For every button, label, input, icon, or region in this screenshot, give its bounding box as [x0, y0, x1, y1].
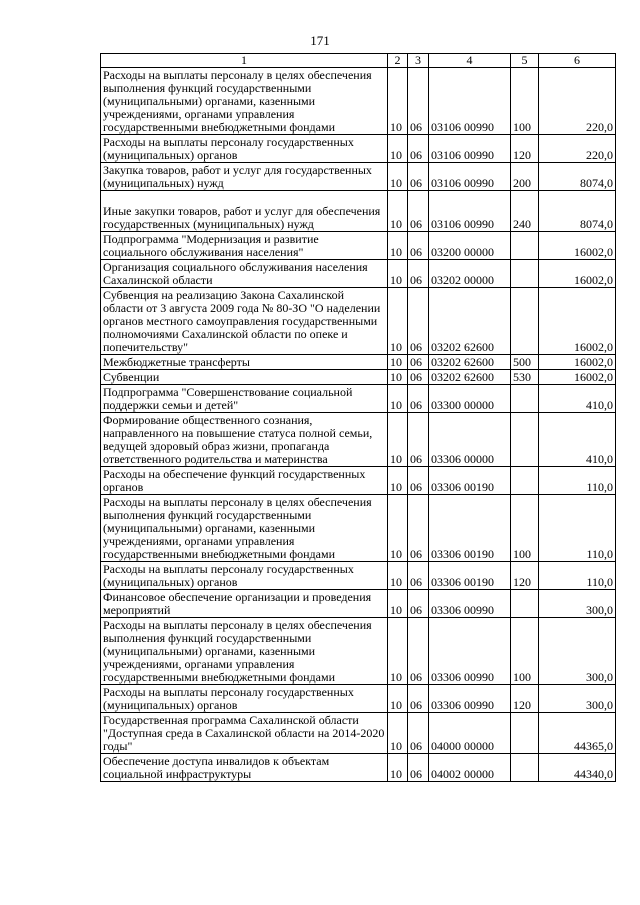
row-subsection-cell: 06: [408, 191, 429, 232]
row-section-cell: 10: [388, 385, 408, 413]
row-section-cell: 10: [388, 191, 408, 232]
row-section-cell: 10: [388, 68, 408, 135]
table-row: [101, 413, 616, 467]
row-name-cell: Субвенция на реализацию Закона Сахалинской области от 3 августа 2009 года № 80-ЗО "О наделении органов местного самоуправления государственными полномочиями Сахалинской области по опеке и попечительству": [101, 288, 388, 355]
table-row: [101, 685, 616, 713]
table-row: [101, 385, 616, 413]
table-row: [101, 562, 616, 590]
row-name-cell: Формирование общественного сознания, направленного на повышение статуса полной семьи, ведущей здоровый образ жизни, пропаганда ответственного родительства и материнства: [101, 413, 388, 467]
row-expense-type-cell: [511, 385, 539, 413]
row-amount-cell: 110,0: [539, 495, 616, 562]
row-target-code-cell: 03306 00990: [429, 685, 511, 713]
row-name-cell: Расходы на выплаты персоналу в целях обеспечения выполнения функций государственными (муниципальными) органами, казенными учреждениями, органами управления государственными внебюджетными фондами: [101, 618, 388, 685]
row-subsection-cell: 06: [408, 413, 429, 467]
row-target-code-cell: 03306 00190: [429, 467, 511, 495]
row-subsection-cell: 06: [408, 685, 429, 713]
row-amount-cell: 220,0: [539, 68, 616, 135]
table-row: [101, 68, 616, 135]
row-name-cell: Финансовое обеспечение организации и проведения мероприятий: [101, 590, 388, 618]
column-header-subsection: 3: [408, 54, 429, 68]
row-section-cell: 10: [388, 370, 408, 385]
row-expense-type-cell: [511, 590, 539, 618]
row-amount-cell: 300,0: [539, 685, 616, 713]
row-section-cell: 10: [388, 590, 408, 618]
row-amount-cell: 300,0: [539, 590, 616, 618]
table-row: [101, 754, 616, 782]
row-subsection-cell: 06: [408, 385, 429, 413]
row-name-cell: Организация социального обслуживания населения Сахалинской области: [101, 260, 388, 288]
row-name-cell: Расходы на выплаты персоналу государственных (муниципальных) органов: [101, 562, 388, 590]
row-amount-cell: 16002,0: [539, 288, 616, 355]
column-header-name: 1: [101, 54, 388, 68]
row-amount-cell: 8074,0: [539, 163, 616, 191]
table-row: [101, 135, 616, 163]
row-expense-type-cell: [511, 288, 539, 355]
page-number: 171: [310, 33, 330, 48]
row-target-code-cell: 03202 62600: [429, 355, 511, 370]
row-section-cell: 10: [388, 562, 408, 590]
row-name-cell: Расходы на выплаты персоналу в целях обеспечения выполнения функций государственными (муниципальными) органами, казенными учреждениями, органами управления государственными внебюджетными фондами: [101, 68, 388, 135]
table-row: [101, 590, 616, 618]
row-subsection-cell: 06: [408, 260, 429, 288]
row-target-code-cell: 03306 00190: [429, 495, 511, 562]
row-target-code-cell: 03202 00000: [429, 260, 511, 288]
row-subsection-cell: 06: [408, 370, 429, 385]
column-header-expense-type: 5: [511, 54, 539, 68]
row-subsection-cell: 06: [408, 232, 429, 260]
row-target-code-cell: 03306 00990: [429, 618, 511, 685]
row-expense-type-cell: [511, 260, 539, 288]
table-row: [101, 495, 616, 562]
row-amount-cell: 16002,0: [539, 370, 616, 385]
table-row: [101, 232, 616, 260]
row-amount-cell: 44365,0: [539, 713, 616, 754]
row-target-code-cell: 03106 00990: [429, 191, 511, 232]
row-amount-cell: 410,0: [539, 385, 616, 413]
column-header-amount: 6: [539, 54, 616, 68]
row-subsection-cell: 06: [408, 754, 429, 782]
row-expense-type-cell: [511, 713, 539, 754]
row-expense-type-cell: 100: [511, 68, 539, 135]
row-target-code-cell: 04002 00000: [429, 754, 511, 782]
row-section-cell: 10: [388, 495, 408, 562]
row-section-cell: 10: [388, 685, 408, 713]
row-subsection-cell: 06: [408, 288, 429, 355]
row-subsection-cell: 06: [408, 618, 429, 685]
table-row: [101, 467, 616, 495]
row-target-code-cell: 03306 00990: [429, 590, 511, 618]
row-section-cell: 10: [388, 260, 408, 288]
row-subsection-cell: 06: [408, 467, 429, 495]
row-amount-cell: 8074,0: [539, 191, 616, 232]
row-subsection-cell: 06: [408, 135, 429, 163]
row-target-code-cell: 03200 00000: [429, 232, 511, 260]
row-name-cell: Государственная программа Сахалинской области "Доступная среда в Сахалинской области на 2014-2020 годы": [101, 713, 388, 754]
row-section-cell: 10: [388, 618, 408, 685]
row-expense-type-cell: 100: [511, 495, 539, 562]
row-expense-type-cell: 500: [511, 355, 539, 370]
table-row: [101, 370, 616, 385]
row-target-code-cell: 03306 00000: [429, 413, 511, 467]
row-amount-cell: 410,0: [539, 413, 616, 467]
row-amount-cell: 220,0: [539, 135, 616, 163]
row-name-cell: Расходы на выплаты персоналу в целях обеспечения выполнения функций государственными (муниципальными) органами, казенными учреждениями, органами управления государственными внебюджетными фондами: [101, 495, 388, 562]
row-name-cell: Обеспечение доступа инвалидов к объектам социальной инфраструктуры: [101, 754, 388, 782]
row-target-code-cell: 03106 00990: [429, 163, 511, 191]
table-row: [101, 618, 616, 685]
row-name-cell: Межбюджетные трансферты: [101, 355, 388, 370]
table-row: [101, 163, 616, 191]
row-amount-cell: 16002,0: [539, 355, 616, 370]
row-target-code-cell: 03106 00990: [429, 68, 511, 135]
row-section-cell: 10: [388, 713, 408, 754]
row-expense-type-cell: 100: [511, 618, 539, 685]
row-amount-cell: 110,0: [539, 467, 616, 495]
row-section-cell: 10: [388, 163, 408, 191]
row-name-cell: Субвенции: [101, 370, 388, 385]
table-row: [101, 355, 616, 370]
table-row: [101, 191, 616, 232]
row-expense-type-cell: [511, 232, 539, 260]
row-expense-type-cell: [511, 413, 539, 467]
row-expense-type-cell: 120: [511, 562, 539, 590]
row-name-cell: Закупка товаров, работ и услуг для государственных (муниципальных) нужд: [101, 163, 388, 191]
row-target-code-cell: 03202 62600: [429, 370, 511, 385]
budget-table: [100, 53, 616, 782]
row-amount-cell: 44340,0: [539, 754, 616, 782]
row-target-code-cell: 03106 00990: [429, 135, 511, 163]
row-section-cell: 10: [388, 355, 408, 370]
row-expense-type-cell: [511, 754, 539, 782]
row-section-cell: 10: [388, 288, 408, 355]
row-expense-type-cell: 120: [511, 685, 539, 713]
row-name-cell: Расходы на выплаты персоналу государственных (муниципальных) органов: [101, 135, 388, 163]
row-section-cell: 10: [388, 232, 408, 260]
row-amount-cell: 16002,0: [539, 232, 616, 260]
row-subsection-cell: 06: [408, 590, 429, 618]
row-expense-type-cell: 200: [511, 163, 539, 191]
row-amount-cell: 300,0: [539, 618, 616, 685]
table-header-row: [101, 54, 616, 68]
row-subsection-cell: 06: [408, 713, 429, 754]
row-subsection-cell: 06: [408, 68, 429, 135]
row-name-cell: Расходы на обеспечение функций государственных органов: [101, 467, 388, 495]
row-amount-cell: 110,0: [539, 562, 616, 590]
row-name-cell: Иные закупки товаров, работ и услуг для обеспечения государственных (муниципальных) нужд: [101, 191, 388, 232]
row-expense-type-cell: 240: [511, 191, 539, 232]
row-target-code-cell: 03306 00190: [429, 562, 511, 590]
column-header-section: 2: [388, 54, 408, 68]
row-section-cell: 10: [388, 135, 408, 163]
row-subsection-cell: 06: [408, 163, 429, 191]
row-subsection-cell: 06: [408, 495, 429, 562]
table-row: [101, 260, 616, 288]
row-section-cell: 10: [388, 754, 408, 782]
table-body: [101, 68, 616, 782]
row-section-cell: 10: [388, 467, 408, 495]
row-target-code-cell: 03202 62600: [429, 288, 511, 355]
table-row: [101, 288, 616, 355]
row-target-code-cell: 03300 00000: [429, 385, 511, 413]
column-header-target-code: 4: [429, 54, 511, 68]
row-section-cell: 10: [388, 413, 408, 467]
table-row: [101, 713, 616, 754]
row-name-cell: Подпрограмма "Совершенствование социальной поддержки семьи и детей": [101, 385, 388, 413]
row-amount-cell: 16002,0: [539, 260, 616, 288]
row-expense-type-cell: 120: [511, 135, 539, 163]
row-subsection-cell: 06: [408, 355, 429, 370]
row-expense-type-cell: [511, 467, 539, 495]
row-target-code-cell: 04000 00000: [429, 713, 511, 754]
row-subsection-cell: 06: [408, 562, 429, 590]
row-name-cell: Подпрограмма "Модернизация и развитие социального обслуживания населения": [101, 232, 388, 260]
row-name-cell: Расходы на выплаты персоналу государственных (муниципальных) органов: [101, 685, 388, 713]
row-expense-type-cell: 530: [511, 370, 539, 385]
